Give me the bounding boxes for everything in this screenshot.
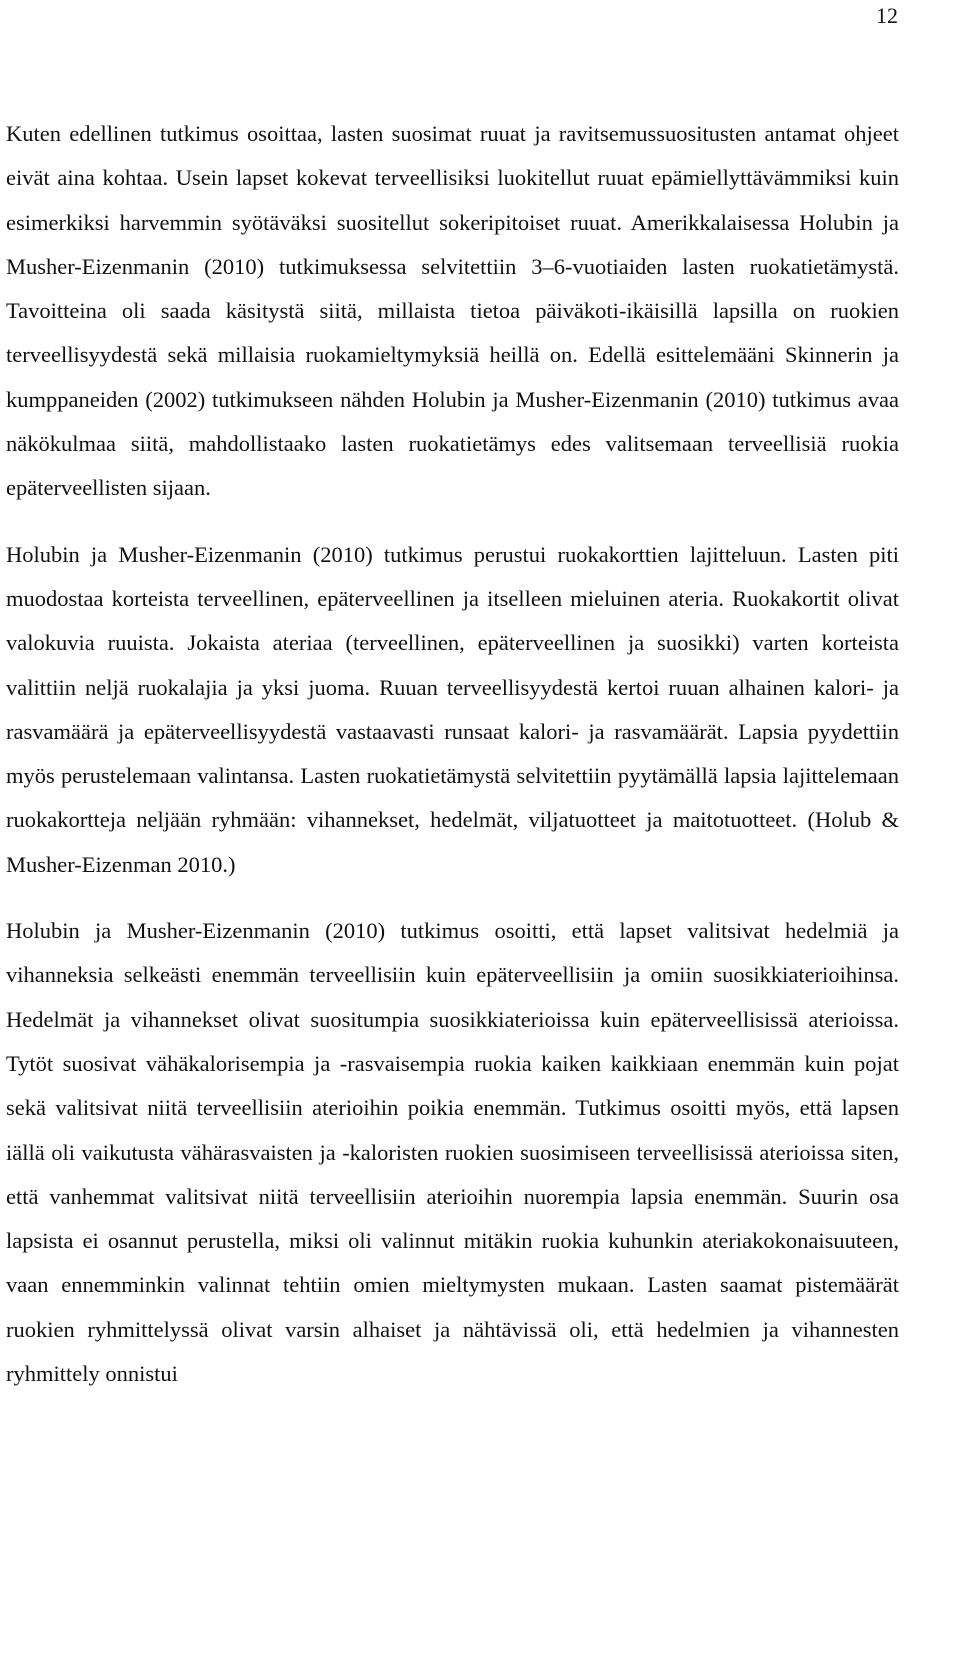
paragraph-study-method: Holubin ja Musher-Eizenmanin (2010) tutkimus perustui ruokakorttien lajitteluun. Lasten piti muodostaa korteista terveellinen, epäterveellinen ja itselleen mieluinen ateria. Ruokakortit olivat valokuvia ruuista. Jokaista ateriaa (terveellinen, epäterveellinen ja suosikki) varten korteista valittiin neljä ruokalajia ja yksi juoma. Ruuan terveellisyydestä kertoi ruuan alhainen kalori- ja rasvamäärä ja epäterveellisyydestä vastaavasti runsaat kalori- ja rasvamäärät. Lapsia pyydettiin myös perustelemaan valintansa. Lasten ruokatietämystä selvitettiin pyytämällä lapsia lajittelemaan ruokakortteja neljään ryhmään: vihannekset, hedelmät, viljatuotteet ja maitotuotteet. (Holub & Musher-Eizenman 2010.) [6, 541, 899, 877]
document-body [6, 112, 899, 1396]
page-number: 12 [876, 3, 898, 28]
paragraph-holub-intro: Kuten edellinen tutkimus osoittaa, lasten suosimat ruuat ja ravitsemussuositusten antamat ohjeet eivät aina kohtaa. Usein lapset kokevat terveellisiksi luokitellut ruuat epämiellyttävämmiksi kuin esimerkiksi harvemmin syötäväksi suositellut sokeripitoiset ruuat. Amerikkalaisessa Holubin ja Musher-Eizenmanin (2010) tutkimuksessa selvitettiin 3–6-vuotiaiden lasten ruokatietämystä. Tavoitteina oli saada käsitystä siitä, millaista tietoa päiväkoti-ikäisillä lapsilla on ruokien terveellisyydestä sekä millaisia ruokamieltymyksiä heillä on. Edellä esittelemääni Skinnerin ja kumppaneiden (2002) tutkimukseen nähden Holubin ja Musher-Eizenmanin (2010) tutkimus avaa näkökulmaa siitä, mahdollistaako lasten ruokatietämys edes valitsemaan terveellisiä ruokia epäterveellisten sijaan. [6, 121, 899, 501]
paragraph-study-results: Holubin ja Musher-Eizenmanin (2010) tutkimus osoitti, että lapset valitsivat hedelmiä ja vihanneksia selkeästi enemmän terveellisiin kuin epäterveellisiin ja omiin suosikkiaterioihinsa. Hedelmät ja vihannekset olivat suositumpia suosikkiaterioissa kuin epäterveellisissä aterioissa. Tytöt suosivat vähäkalorisempia ja -rasvaisempia ruokia kaiken kaikkiaan enemmän kuin pojat sekä valitsivat niitä terveellisiin aterioihin poikia enemmän. Tutkimus osoitti myös, että lapsen iällä oli vaikutusta vähärasvaisten ja -kaloristen ruokien suosimiseen terveellisissä aterioissa siten, että vanhemmat valitsivat niitä terveellisiin aterioihin nuorempia lapsia enemmän. Suurin osa lapsista ei osannut perustella, miksi oli valinnut mitäkin ruokia kuhunkin ateriakokonaisuuteen, vaan ennemminkin valinnat tehtiin omien mieltymysten mukaan. Lasten saamat pistemäärät ruokien ryhmittelyssä olivat varsin alhaiset ja nähtävissä oli, että hedelmien ja vihannesten ryhmittely onnistui [6, 918, 899, 1387]
